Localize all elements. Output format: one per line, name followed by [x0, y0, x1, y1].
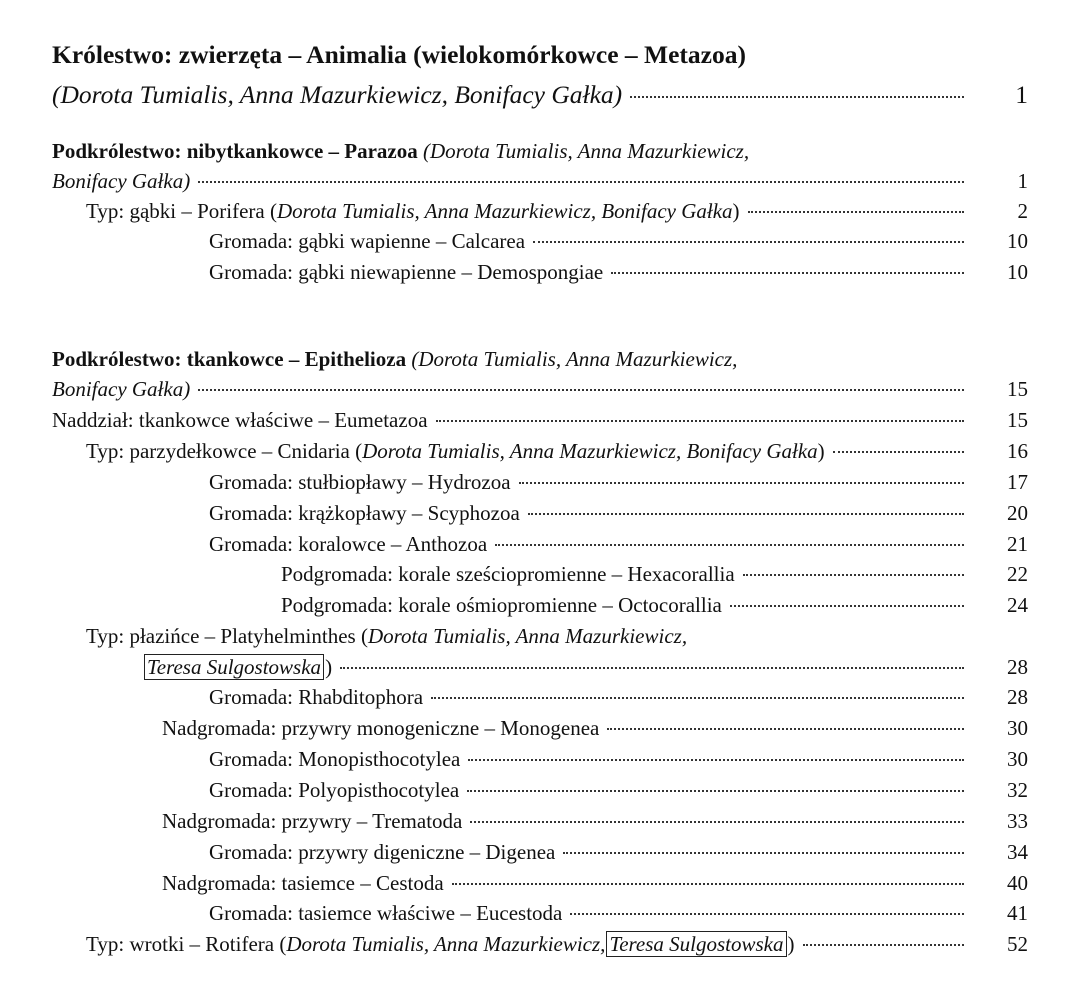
page-number: 15 — [1007, 377, 1028, 401]
page-number: 33 — [1007, 809, 1028, 833]
kingdom-title: Królestwo: zwierzęta – Animalia (wielokomórkowce – Metazoa) — [52, 40, 746, 69]
parazoa-label: Podkrólestwo: nibytkankowce – Parazoa — [52, 139, 418, 163]
polyopisthocotylea-label: Gromada: Polyopisthocotylea — [209, 778, 460, 802]
toc-cnidaria — [86, 436, 1028, 466]
dot-leader — [833, 451, 964, 453]
epithelioza-label: Podkrólestwo: tkankowce – Epithelioza — [52, 347, 407, 371]
page-number: 15 — [1007, 408, 1028, 432]
kingdom-authors: (Dorota Tumialis, Anna Mazurkiewicz, Bonifacy Gałka) — [52, 80, 623, 109]
parazoa-authors-cont: Bonifacy Gałka) — [52, 169, 191, 193]
cestoda-label: Nadgromada: tasiemce – Cestoda — [162, 871, 444, 895]
toc-hydrozoa — [209, 467, 1028, 497]
toc-calcarea — [209, 226, 1028, 256]
toc-trematoda — [162, 806, 1028, 836]
page-number: 1 — [1015, 80, 1028, 109]
hydrozoa-label: Gromada: stułbiopławy – Hydrozoa — [209, 470, 511, 494]
dot-leader — [528, 513, 964, 515]
rotifera-label: Typ: wrotki – Rotifera ( — [86, 932, 287, 956]
toc-anthozoa — [209, 529, 1028, 559]
toc-kingdom-authors — [52, 78, 1028, 112]
page-number: 30 — [1007, 747, 1028, 771]
digenea-label: Gromada: przywry digeniczne – Digenea — [209, 840, 556, 864]
platyhelminthes-author-boxed: Teresa Sulgostowska — [144, 654, 324, 680]
toc-digenea — [209, 837, 1028, 867]
toc-platyhelminthes-line1 — [86, 621, 1028, 651]
eumetazoa-label: Naddział: tkankowce właściwe – Eumetazoa — [52, 408, 428, 432]
toc-epithelioza-line2 — [52, 374, 1028, 404]
page-number: 10 — [1007, 229, 1028, 253]
toc-kingdom-title — [52, 38, 1028, 72]
epithelioza-authors-cont: Bonifacy Gałka) — [52, 377, 191, 401]
page-number: 30 — [1007, 716, 1028, 740]
cnidaria-authors: Dorota Tumialis, Anna Mazurkiewicz, Bonifacy Gałka — [362, 439, 818, 463]
toc-monogenea — [162, 713, 1028, 743]
dot-leader — [630, 96, 964, 98]
page-number: 16 — [1007, 439, 1028, 463]
page-number: 10 — [1007, 260, 1028, 284]
toc-porifera — [86, 196, 1028, 226]
dot-leader — [519, 482, 964, 484]
dot-leader — [340, 667, 964, 669]
toc-hexacorallia — [281, 559, 1028, 589]
eucestoda-label: Gromada: tasiemce właściwe – Eucestoda — [209, 901, 563, 925]
toc-demospongiae — [209, 257, 1028, 287]
toc-polyopisthocotylea — [209, 775, 1028, 805]
toc-scyphozoa — [209, 498, 1028, 528]
dot-leader — [533, 241, 964, 243]
dot-leader — [468, 759, 964, 761]
toc-monopisthocotylea — [209, 744, 1028, 774]
platyhelminthes-authors: Dorota Tumialis, Anna Mazurkiewicz, — [367, 624, 688, 648]
dot-leader — [198, 181, 964, 183]
toc-platyhelminthes-line2 — [143, 652, 1028, 682]
cnidaria-label: Typ: parzydełkowce – Cnidaria ( — [86, 439, 363, 463]
toc-cestoda — [162, 868, 1028, 898]
dot-leader — [495, 544, 964, 546]
toc-rhabditophora — [209, 682, 1028, 712]
page-number: 2 — [1017, 199, 1028, 223]
porifera-authors: Dorota Tumialis, Anna Mazurkiewicz, Bonifacy Gałka — [276, 199, 733, 223]
trematoda-label: Nadgromada: przywry – Trematoda — [162, 809, 463, 833]
dot-leader — [467, 790, 964, 792]
dot-leader — [803, 944, 965, 946]
page-number: 1 — [1017, 169, 1028, 193]
page-number: 32 — [1007, 778, 1028, 802]
dot-leader — [436, 420, 964, 422]
platyhelminthes-close: ) — [325, 655, 333, 679]
toc-octocorallia — [281, 590, 1028, 620]
octocorallia-label: Podgromada: korale ośmiopromienne – Octocorallia — [281, 593, 722, 617]
toc-eucestoda — [209, 898, 1028, 928]
page-number: 28 — [1007, 685, 1028, 709]
toc-parazoa-line2 — [52, 166, 1028, 196]
monopisthocotylea-label: Gromada: Monopisthocotylea — [209, 747, 461, 771]
porifera-close: ) — [732, 199, 740, 223]
dot-leader — [748, 211, 964, 213]
porifera-label: Typ: gąbki – Porifera ( — [86, 199, 277, 223]
demospongiae-label: Gromada: gąbki niewapienne – Demospongiae — [209, 260, 604, 284]
monogenea-label: Nadgromada: przywry monogeniczne – Monogenea — [162, 716, 600, 740]
hexacorallia-label: Podgromada: korale sześciopromienne – Hexacorallia — [281, 562, 735, 586]
epithelioza-authors: (Dorota Tumialis, Anna Mazurkiewicz, — [411, 347, 738, 371]
page-number: 24 — [1007, 593, 1028, 617]
dot-leader — [730, 605, 964, 607]
page-number: 21 — [1007, 532, 1028, 556]
dot-leader — [743, 574, 964, 576]
calcarea-label: Gromada: gąbki wapienne – Calcarea — [209, 229, 526, 253]
toc-parazoa-line1 — [52, 136, 1028, 166]
rotifera-author-boxed: Teresa Sulgostowska — [606, 931, 786, 957]
dot-leader — [198, 389, 964, 391]
page-number: 28 — [1007, 655, 1028, 679]
anthozoa-label: Gromada: koralowce – Anthozoa — [209, 532, 488, 556]
dot-leader — [470, 821, 964, 823]
dot-leader — [611, 272, 964, 274]
parazoa-authors: (Dorota Tumialis, Anna Mazurkiewicz, — [423, 139, 750, 163]
dot-leader — [452, 883, 964, 885]
page-number: 52 — [1007, 932, 1028, 956]
platyhelminthes-label: Typ: płazińce – Platyhelminthes ( — [86, 624, 368, 648]
cnidaria-close: ) — [817, 439, 825, 463]
dot-leader — [570, 913, 964, 915]
page-number: 17 — [1007, 470, 1028, 494]
page-number: 34 — [1007, 840, 1028, 864]
rhabditophora-label: Gromada: Rhabditophora — [209, 685, 424, 709]
dot-leader — [607, 728, 964, 730]
toc-rotifera — [86, 929, 1028, 959]
toc-eumetazoa — [52, 405, 1028, 435]
rotifera-authors: Dorota Tumialis, Anna Mazurkiewicz, — [286, 932, 606, 956]
page-number: 22 — [1007, 562, 1028, 586]
rotifera-close: ) — [787, 932, 795, 956]
page-number: 20 — [1007, 501, 1028, 525]
toc-epithelioza-line1 — [52, 344, 1028, 374]
page-number: 40 — [1007, 871, 1028, 895]
dot-leader — [563, 852, 964, 854]
dot-leader — [431, 697, 964, 699]
scyphozoa-label: Gromada: krążkopławy – Scyphozoa — [209, 501, 520, 525]
page-number: 41 — [1007, 901, 1028, 925]
